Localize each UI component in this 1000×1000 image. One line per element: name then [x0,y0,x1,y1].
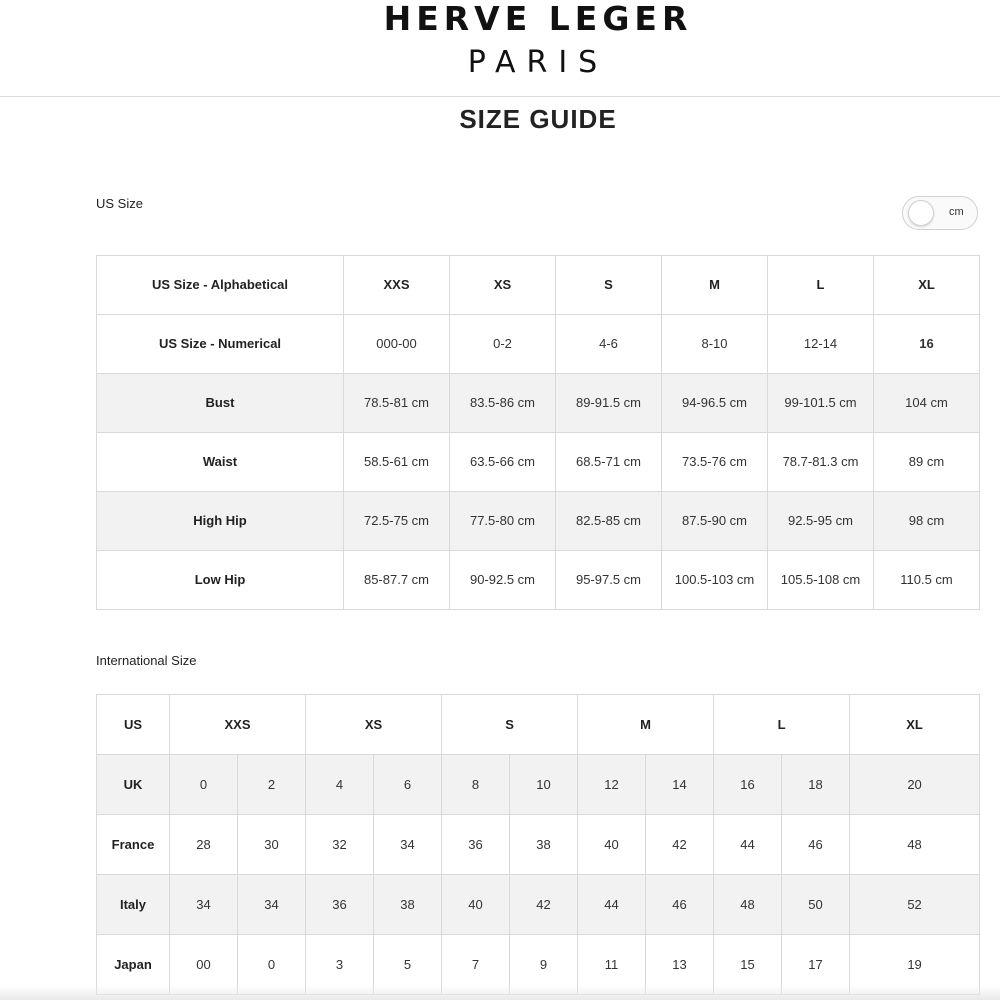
table-cell: 34 [238,875,306,935]
column-header: XXS [170,695,306,755]
table-cell: 12 [578,755,646,815]
table-cell: 89 cm [874,433,980,492]
table-cell: 16 [874,315,980,374]
table-cell: 85-87.7 cm [344,551,450,610]
column-header: M [578,695,714,755]
table-cell: 46 [782,815,850,875]
table-cell: 82.5-85 cm [556,492,662,551]
table-cell: 52 [850,875,980,935]
table-cell: 32 [306,815,374,875]
international-size-section-label: International Size [96,653,197,668]
table-row [97,256,980,315]
table-cell: 36 [442,815,510,875]
column-header: US Size - Alphabetical [97,256,344,315]
table-cell: 4-6 [556,315,662,374]
table-cell: 5 [374,935,442,995]
table-cell: 6 [374,755,442,815]
table-cell: 46 [646,875,714,935]
table-cell: 40 [578,815,646,875]
table-cell: 15 [714,935,782,995]
table-cell: 11 [578,935,646,995]
unit-toggle-label: cm [949,206,964,218]
table-cell: 44 [714,815,782,875]
table-cell: 94-96.5 cm [662,374,768,433]
table-cell: 16 [714,755,782,815]
table-cell: 77.5-80 cm [450,492,556,551]
us-size-table [96,255,980,610]
table-cell: 95-97.5 cm [556,551,662,610]
table-cell: 78.7-81.3 cm [768,433,874,492]
table-cell: 105.5-108 cm [768,551,874,610]
table-cell: 14 [646,755,714,815]
table-row [97,315,980,374]
row-header: Italy [97,875,170,935]
table-row [97,551,980,610]
brand-logo-name[interactable]: HERVE LEGER [383,0,693,38]
table-cell: 99-101.5 cm [768,374,874,433]
table-cell: 83.5-86 cm [450,374,556,433]
international-size-table [96,694,980,995]
column-header: L [714,695,850,755]
table-cell: 100.5-103 cm [662,551,768,610]
site-header [0,0,1000,97]
table-cell: 34 [374,815,442,875]
row-header: Waist [97,433,344,492]
unit-toggle-switch[interactable] [902,196,978,230]
row-header: UK [97,755,170,815]
column-header: XL [874,256,980,315]
table-cell: 72.5-75 cm [344,492,450,551]
bottom-scroll-fade [0,986,1000,1000]
table-cell: 36 [306,875,374,935]
table-cell: 63.5-66 cm [450,433,556,492]
page-title: SIZE GUIDE [459,104,617,134]
column-header: S [556,256,662,315]
table-cell: 9 [510,935,578,995]
table-cell: 50 [782,875,850,935]
row-header: US Size - Numerical [97,315,344,374]
table-cell: 0 [170,755,238,815]
table-cell: 8 [442,755,510,815]
table-row [97,875,980,935]
table-cell: 44 [578,875,646,935]
table-cell: 19 [850,935,980,995]
table-row [97,433,980,492]
table-cell: 48 [714,875,782,935]
column-header: S [442,695,578,755]
table-cell: 40 [442,875,510,935]
table-cell: 7 [442,935,510,995]
column-header: XS [306,695,442,755]
table-cell: 42 [510,875,578,935]
table-cell: 13 [646,935,714,995]
table-row [97,695,980,755]
table-cell: 48 [850,815,980,875]
table-cell: 30 [238,815,306,875]
row-header: Japan [97,935,170,995]
table-cell: 0 [238,935,306,995]
table-cell: 42 [646,815,714,875]
toggle-knob[interactable] [908,200,934,226]
column-header: M [662,256,768,315]
table-row [97,492,980,551]
table-cell: 10 [510,755,578,815]
table-cell: 4 [306,755,374,815]
table-cell: 3 [306,935,374,995]
table-cell: 89-91.5 cm [556,374,662,433]
table-cell: 000-00 [344,315,450,374]
row-header: High Hip [97,492,344,551]
table-cell: 58.5-61 cm [344,433,450,492]
table-cell: 92.5-95 cm [768,492,874,551]
row-header: Low Hip [97,551,344,610]
table-cell: 87.5-90 cm [662,492,768,551]
row-header: France [97,815,170,875]
table-cell: 38 [510,815,578,875]
column-header: XL [850,695,980,755]
table-cell: 20 [850,755,980,815]
table-cell: 12-14 [768,315,874,374]
table-cell: 90-92.5 cm [450,551,556,610]
table-row [97,815,980,875]
row-header: Bust [97,374,344,433]
column-header: L [768,256,874,315]
table-cell: 8-10 [662,315,768,374]
column-header: XXS [344,256,450,315]
table-cell: 2 [238,755,306,815]
row-header: US [97,695,170,755]
table-cell: 78.5-81 cm [344,374,450,433]
table-cell: 28 [170,815,238,875]
us-size-section-label: US Size [96,196,143,211]
table-cell: 00 [170,935,238,995]
table-cell: 68.5-71 cm [556,433,662,492]
table-cell: 98 cm [874,492,980,551]
column-header: XS [450,256,556,315]
table-cell: 110.5 cm [874,551,980,610]
table-row [97,374,980,433]
table-cell: 34 [170,875,238,935]
table-cell: 38 [374,875,442,935]
table-cell: 18 [782,755,850,815]
table-cell: 17 [782,935,850,995]
brand-logo-city[interactable]: PARIS [467,45,609,80]
table-cell: 104 cm [874,374,980,433]
table-cell: 0-2 [450,315,556,374]
table-row [97,755,980,815]
table-cell: 73.5-76 cm [662,433,768,492]
